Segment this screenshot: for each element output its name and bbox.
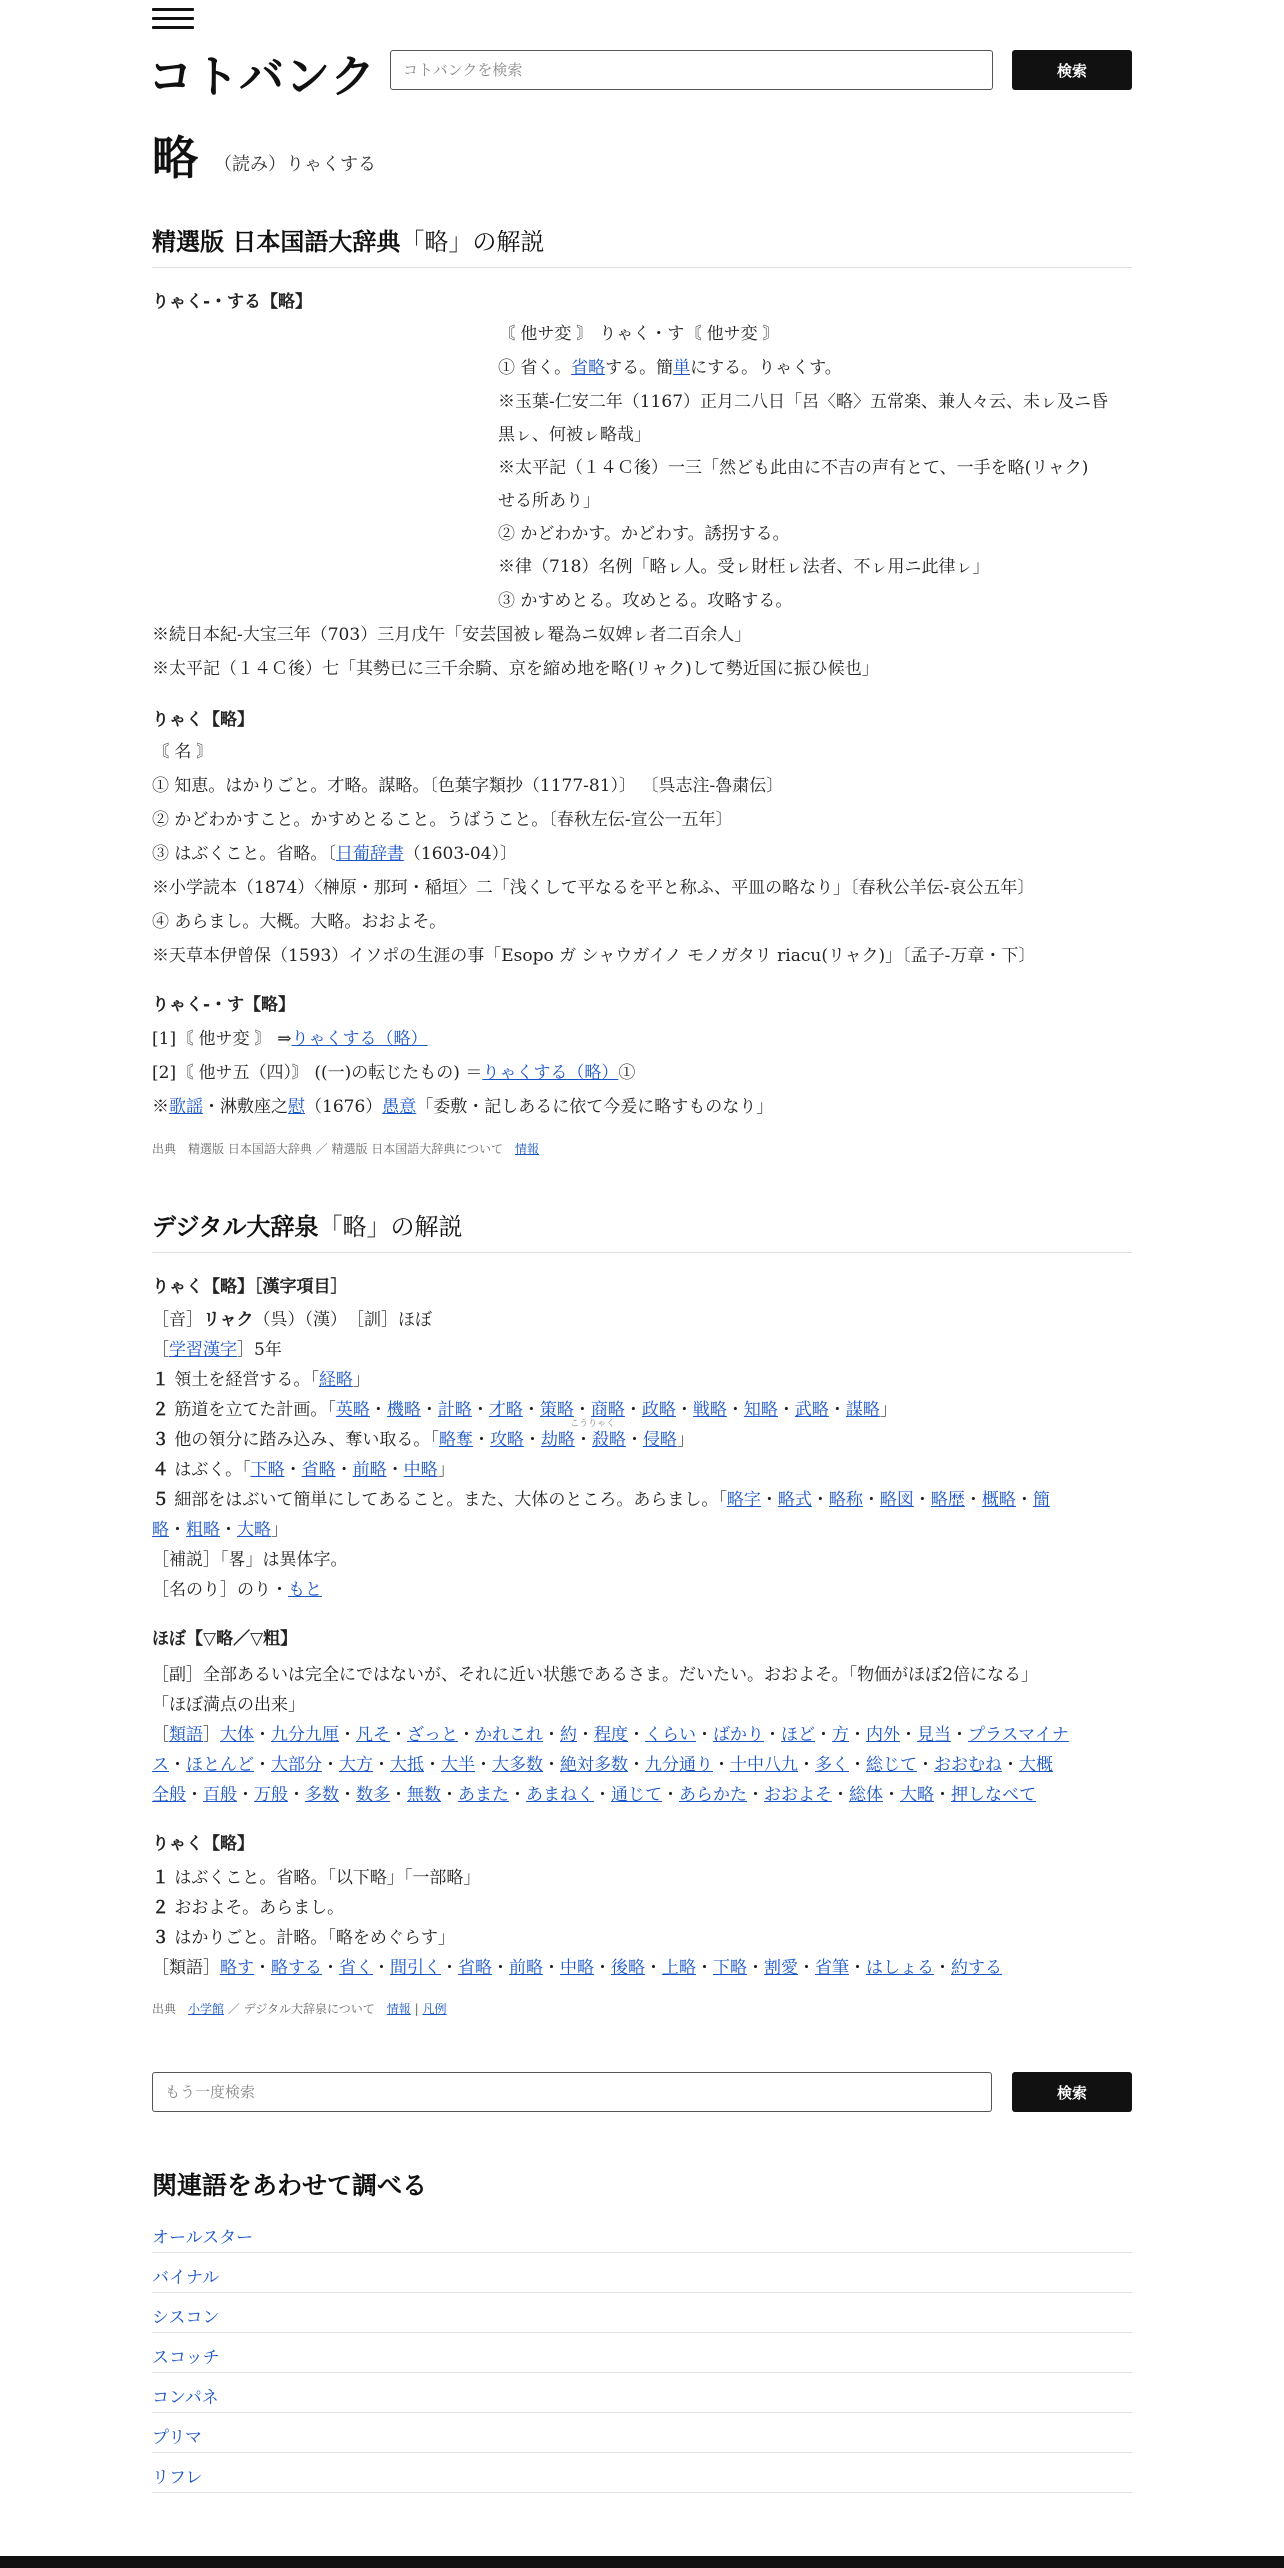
- word-link[interactable]: 略奪: [438, 1430, 473, 1450]
- word-link[interactable]: 略式: [777, 1490, 812, 1510]
- info-link[interactable]: 情報: [515, 1142, 540, 1156]
- citation-text: ※律（718）名例「略ㇾ人。受ㇾ財枉ㇾ法者、不ㇾ用ニ此律ㇾ」: [498, 557, 990, 577]
- word-link[interactable]: 間引く: [390, 1958, 441, 1978]
- word-link[interactable]: 割愛: [764, 1958, 798, 1978]
- ruby-text: こうりゃく: [570, 1419, 616, 1429]
- word-link[interactable]: 下略: [250, 1460, 285, 1480]
- citation-text: 黒ㇾ、何被ㇾ略哉」: [498, 425, 651, 445]
- word-link[interactable]: 政略: [641, 1400, 676, 1420]
- definition-text: ［副］全部あるいは完全にではないが、それに近い状態であるさま。だいたい。おおよそ。「物価がほぼ2倍になる」: [152, 1665, 1038, 1685]
- definition-text: ２ おおよそ。あらまし。: [152, 1898, 345, 1918]
- definition-text: ３ はかりごと。計略。「略をめぐらす」: [152, 1928, 455, 1948]
- word-link[interactable]: 大略: [900, 1785, 934, 1805]
- word-link[interactable]: 略図: [879, 1490, 914, 1510]
- citation-text: ※玉葉‐仁安二年（1167）正月二八日「呂〈略〉五常楽、兼人々云、未ㇾ及ニ昏: [498, 392, 1109, 412]
- word-link[interactable]: 簡: [1032, 1490, 1050, 1510]
- definition-text: ④ あらまし。大概。大略。おおよそ。: [152, 912, 447, 932]
- word-link[interactable]: 総じて: [866, 1755, 917, 1775]
- related-item[interactable]: [152, 2413, 1132, 2453]
- definition-text: [2]〘 他サ五（四）〙 ((一)の転じたもの) ＝りゃくする（略）①: [152, 1063, 636, 1083]
- word-link[interactable]: 九分通り: [645, 1755, 713, 1775]
- definition-text: 〘 他サ変 〙 りゃく・す〘 他サ変 〙: [498, 324, 781, 344]
- word-link[interactable]: 方: [832, 1725, 849, 1745]
- word-link[interactable]: 攻略: [489, 1430, 524, 1450]
- word-link[interactable]: 押しなべて: [951, 1785, 1036, 1805]
- entry-title: りゃく‐・する【略】: [152, 292, 313, 312]
- word-link[interactable]: 十中八九: [730, 1755, 798, 1775]
- word-link[interactable]: 多数: [305, 1785, 339, 1805]
- page-title: 略: [152, 131, 198, 185]
- meaning-5-cont: 略・粗略・大略」: [152, 1520, 288, 1540]
- word-link[interactable]: あまた: [458, 1785, 509, 1805]
- search-again-button[interactable]: 検索: [1012, 2072, 1132, 2112]
- word-link[interactable]: 英略: [335, 1400, 370, 1420]
- definition-text: １ はぶくこと。省略。「以下略」「一部略」: [152, 1868, 481, 1888]
- dict-link[interactable]: 省略: [571, 358, 606, 378]
- word-link[interactable]: 数多: [356, 1785, 390, 1805]
- dict-link[interactable]: 歌謡: [169, 1097, 203, 1117]
- word-link[interactable]: 無数: [407, 1785, 441, 1805]
- related-item[interactable]: [152, 2333, 1132, 2373]
- word-link[interactable]: 凡そ: [356, 1725, 390, 1745]
- word-link[interactable]: 省略: [301, 1460, 336, 1480]
- dict-link[interactable]: もと: [288, 1580, 322, 1600]
- related-list: [152, 2213, 1132, 2493]
- entry-title: りゃく‐・す【略】: [152, 995, 296, 1015]
- synonym-list: ［類語］略す・略する・省く・間引く・省略・前略・中略・後略・上略・下略・割愛・省筆・はしょる・約する: [152, 1958, 1002, 1978]
- info-link[interactable]: 情報: [386, 2002, 411, 2016]
- synonym-list: 全般・百般・万般・多数・数多・無数・あまた・あまねく・通じて・あらかた・おおよそ・総体・大略・押しなべて: [152, 1785, 1036, 1805]
- word-link[interactable]: 略称: [828, 1490, 863, 1510]
- word-link[interactable]: あらかた: [679, 1785, 747, 1805]
- related-link[interactable]: バイナル: [152, 2268, 220, 2288]
- word-link[interactable]: ほど: [781, 1725, 815, 1745]
- word-link[interactable]: 上略: [662, 1958, 696, 1978]
- definition-text: ② かどわかすこと。かすめとること。うばうこと。〔春秋左伝‐宣公一五年〕: [152, 810, 733, 830]
- dict-link[interactable]: 学習漢字: [169, 1340, 237, 1360]
- word-link[interactable]: 下略: [713, 1958, 747, 1978]
- citation-text: ※小学読本（1874）〈榊原・那珂・稲垣〉二「浅くして平なるを平と称ふ、平皿の略なり」〔春秋公羊伝‐哀公五年〕: [152, 878, 1035, 898]
- word-link[interactable]: くらい: [645, 1725, 696, 1745]
- word-link[interactable]: 百般: [203, 1785, 237, 1805]
- word-link[interactable]: 殺略: [591, 1430, 626, 1450]
- word-link[interactable]: ばかり: [713, 1725, 764, 1745]
- citation-text: ※太平記（１４Ｃ後）一三「然ども此由に不吉の声有とて、一手を略(リャク): [498, 458, 1089, 478]
- dict-link[interactable]: りゃくする（略）: [482, 1063, 619, 1083]
- word-link[interactable]: かれこれ: [475, 1725, 543, 1745]
- word-link[interactable]: 大方: [339, 1755, 373, 1775]
- dict-link[interactable]: 日葡辞書: [335, 844, 404, 864]
- word-link[interactable]: 劫略: [540, 1430, 575, 1450]
- definition-text: ③ はぶくこと。省略。〔日葡辞書（1603‐04）〕: [152, 844, 518, 864]
- entry-title: りゃく【略】［漢字項目］: [152, 1277, 348, 1297]
- entry-title: りゃく【略】: [152, 710, 254, 730]
- word-link[interactable]: 略す: [220, 1958, 254, 1978]
- definition-text: 〘 名 〙: [152, 742, 214, 762]
- related-link[interactable]: オールスター: [152, 2228, 254, 2248]
- word-link[interactable]: 略歴: [930, 1490, 965, 1510]
- source-note: 出典 小学館 ／ デジタル大辞泉について 情報 | 凡例: [152, 2002, 447, 2016]
- dict-link[interactable]: 類語: [169, 1725, 203, 1745]
- word-link[interactable]: 大略: [237, 1520, 271, 1540]
- section-title-daijisen: デジタル大辞泉「略」の解説: [152, 1213, 463, 1241]
- meaning-2: ２ 筋道を立てた計画。「英略・機略・計略・才略・策略・商略・政略・戦略・知略・武略・謀略」: [152, 1400, 897, 1420]
- word-link[interactable]: 略字: [726, 1490, 761, 1510]
- related-item[interactable]: [152, 2293, 1132, 2333]
- word-link[interactable]: ほとんど: [186, 1755, 254, 1775]
- entry-title: ほぼ【▽略／▽粗】: [152, 1629, 298, 1649]
- word-link[interactable]: 前略: [509, 1958, 543, 1978]
- section-title-nikkoku: 精選版 日本国語大辞典「略」の解説: [152, 228, 545, 256]
- source-note: 出典 精選版 日本国語大辞典 ／ 精選版 日本国語大辞典について 情報: [152, 1142, 540, 1156]
- word-link[interactable]: 省略: [458, 1958, 492, 1978]
- definition-text: [1]〘 他サ変 〙 ⇒りゃくする（略）: [152, 1029, 428, 1049]
- word-link[interactable]: 戦略: [692, 1400, 727, 1420]
- related-item[interactable]: [152, 2213, 1132, 2253]
- word-link[interactable]: 概略: [981, 1490, 1016, 1510]
- word-link[interactable]: 総体: [849, 1785, 883, 1805]
- word-link[interactable]: ざっと: [407, 1725, 458, 1745]
- word-link[interactable]: 謀略: [845, 1400, 880, 1420]
- related-link[interactable]: プリマ: [152, 2428, 202, 2448]
- word-link[interactable]: 多く: [815, 1755, 849, 1775]
- word-link[interactable]: 大抵: [390, 1755, 424, 1775]
- word-link[interactable]: 前略: [352, 1460, 387, 1480]
- word-link[interactable]: 絶対多数: [560, 1755, 628, 1775]
- word-link[interactable]: プラスマイナ: [968, 1725, 1069, 1745]
- word-link[interactable]: 粗略: [186, 1520, 220, 1540]
- related-link[interactable]: リフレ: [152, 2468, 203, 2488]
- word-link[interactable]: 通じて: [611, 1785, 662, 1805]
- word-link[interactable]: 見当: [917, 1725, 951, 1745]
- citation-text: ※天草本伊曾保（1593）イソポの生涯の事「Esopo ガ シャウガイノ モノガタリ riacu(リャク)」〔孟子‐万章・下〕: [152, 946, 1036, 966]
- search-input[interactable]: [390, 50, 993, 90]
- related-item[interactable]: [152, 2253, 1132, 2293]
- related-link[interactable]: スコッチ: [152, 2348, 220, 2368]
- word-link[interactable]: 省筆: [815, 1958, 849, 1978]
- meaning-4: ４ はぶく。「下略・省略・前略・中略」: [152, 1460, 455, 1480]
- footer-bar: [0, 2556, 1284, 2568]
- word-link[interactable]: 大概: [1019, 1755, 1053, 1775]
- word-link[interactable]: 全般: [152, 1785, 186, 1805]
- related-link[interactable]: シスコン: [152, 2308, 220, 2328]
- legend-link[interactable]: 凡例: [422, 2002, 447, 2016]
- word-link[interactable]: 万般: [254, 1785, 288, 1805]
- word-link[interactable]: 略: [152, 1520, 169, 1540]
- word-link[interactable]: はしょる: [866, 1958, 934, 1978]
- related-link[interactable]: コンパネ: [152, 2388, 219, 2408]
- publisher-link[interactable]: 小学館: [188, 2002, 225, 2016]
- divider: [152, 267, 1132, 268]
- word-link[interactable]: 略する: [271, 1958, 322, 1978]
- word-link[interactable]: 大多数: [492, 1755, 543, 1775]
- word-link[interactable]: 約する: [951, 1958, 1002, 1978]
- meaning-1: １ 領土を経営する。「経略」: [152, 1370, 370, 1390]
- dict-link[interactable]: 愚意: [382, 1097, 417, 1117]
- word-link[interactable]: 侵略: [642, 1430, 677, 1450]
- definition-text: 「ほぼ満点の出来」: [152, 1695, 305, 1715]
- dict-link[interactable]: 慰: [288, 1097, 305, 1117]
- citation-text: ※歌謡・淋敷座之慰（1676）愚意「委敷・記しあるに依て今爰に略すものなり」: [152, 1097, 774, 1117]
- divider: [152, 1252, 1132, 1253]
- word-link[interactable]: 内外: [866, 1725, 900, 1745]
- word-link[interactable]: おおむね: [934, 1755, 1002, 1775]
- word-link[interactable]: 省く: [339, 1958, 373, 1978]
- kanji-reading: ［音］リャク（呉）（漢） ［訓］ほぼ: [152, 1310, 432, 1330]
- word-link[interactable]: 大体: [220, 1725, 254, 1745]
- word-link[interactable]: 大部分: [271, 1755, 322, 1775]
- word-link[interactable]: 中略: [560, 1958, 594, 1978]
- word-link[interactable]: 大半: [441, 1755, 475, 1775]
- citation-text: せる所あり」: [498, 491, 600, 511]
- definition-text: ① 省く。省略する。簡単にする。りゃくす。: [498, 358, 842, 378]
- word-link[interactable]: 商略: [590, 1400, 625, 1420]
- dict-link[interactable]: 単: [673, 358, 691, 378]
- citation-text: ※太平記（１４Ｃ後）七「其勢已に三千余騎、京を縮め地を略(リャク)して勢近国に振ひ候也」: [152, 659, 879, 679]
- word-link[interactable]: ス: [152, 1755, 169, 1775]
- word-link[interactable]: 才略: [488, 1400, 523, 1420]
- related-item[interactable]: [152, 2373, 1132, 2413]
- word-link[interactable]: 九分九厘: [271, 1725, 339, 1745]
- menu-icon[interactable]: [152, 8, 194, 30]
- search-button[interactable]: 検索: [1012, 50, 1132, 90]
- word-link[interactable]: 機略: [386, 1400, 421, 1420]
- word-link[interactable]: 知略: [743, 1400, 778, 1420]
- kanji-grade: ［学習漢字］5年: [152, 1340, 282, 1360]
- meaning-5: ５ 細部をはぶいて簡単にしてあること。また、大体のところ。あらまし。「略字・略式・略称・略図・略歴・概略・簡: [152, 1490, 1050, 1510]
- supplement-note: ［補説］「畧」は異体字。: [152, 1550, 348, 1570]
- definition-text: ① 知恵。はかりごと。才略。謀略。〔色葉字類抄（1177‐81）〕 〔呉志注‐魯粛伝〕: [152, 776, 784, 796]
- entry-title: りゃく【略】: [152, 1834, 254, 1854]
- word-link[interactable]: 計略: [437, 1400, 472, 1420]
- word-link[interactable]: 策略: [539, 1400, 574, 1420]
- dict-link[interactable]: りゃくする（略）: [291, 1029, 428, 1049]
- definition-text: ③ かすめとる。攻めとる。攻略する。: [498, 591, 793, 611]
- word-link[interactable]: 中略: [403, 1460, 438, 1480]
- synonym-list: ス・ほとんど・大部分・大方・大抵・大半・大多数・絶対多数・九分通り・十中八九・多く・総じて・おおむね・大概: [152, 1755, 1053, 1775]
- word-link[interactable]: 約: [560, 1725, 577, 1745]
- nanori-note: ［名のり］のり・もと: [152, 1580, 322, 1600]
- search-again-input[interactable]: [152, 2072, 992, 2112]
- reading-label: （読み）りゃくする: [214, 154, 376, 175]
- related-title: 関連語をあわせて調べる: [152, 2171, 428, 2200]
- citation-text: ※続日本紀‐大宝三年（703）三月戊午「安芸国被ㇾ罨為ニ奴婢ㇾ者二百余人」: [152, 625, 752, 645]
- word-link[interactable]: 後略: [611, 1958, 645, 1978]
- site-logo[interactable]: コトバンク: [148, 50, 377, 103]
- synonym-list: ［類語］大体・九分九厘・凡そ・ざっと・かれこれ・約・程度・くらい・ばかり・ほど・方・内外・見当・プラスマイナ: [152, 1725, 1069, 1745]
- word-link[interactable]: 程度: [594, 1725, 628, 1745]
- definition-text: ② かどわかす。かどわす。誘拐する。: [498, 524, 790, 544]
- related-item[interactable]: [152, 2453, 1132, 2493]
- meaning-3: ３ 他の領分に踏み込み、奪い取る。「略奪・攻略・劫略・殺略・侵略」: [152, 1430, 694, 1450]
- word-link[interactable]: あまねく: [526, 1785, 594, 1805]
- word-link[interactable]: 武略: [794, 1400, 829, 1420]
- word-link[interactable]: おおよそ: [764, 1785, 832, 1805]
- dict-link[interactable]: 経略: [318, 1370, 353, 1390]
